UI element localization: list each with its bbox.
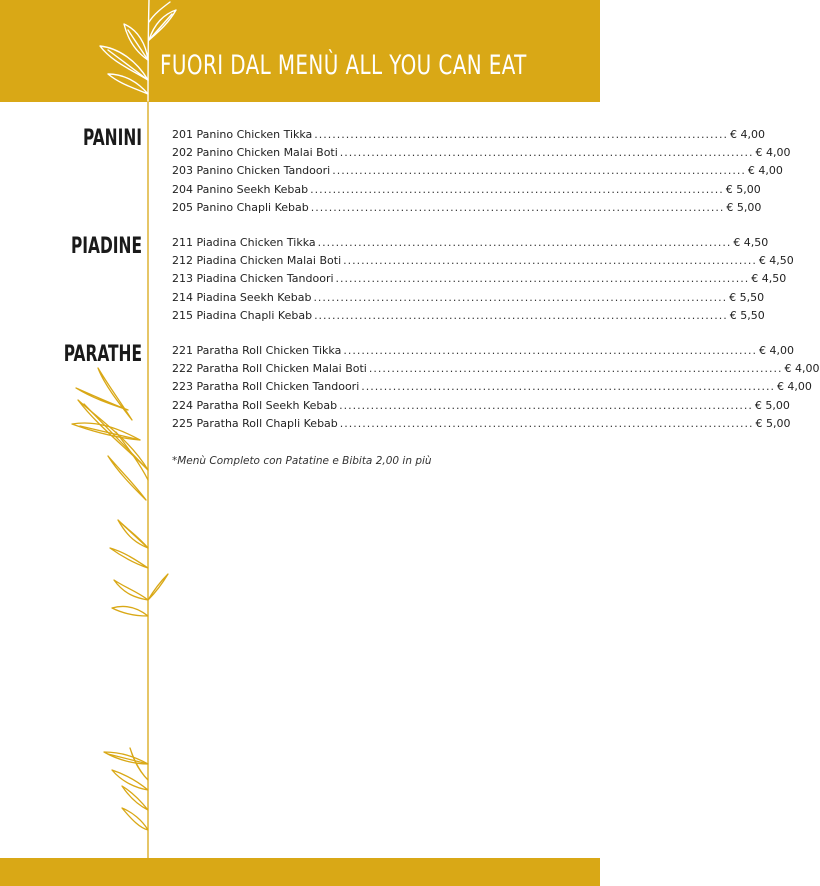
dot-leader: ............................................................................................ xyxy=(368,362,783,376)
menu-item xyxy=(172,397,790,415)
section-heading-panini: PANINI xyxy=(82,126,142,151)
item-label: 225 Paratha Roll Chapli Kebab xyxy=(172,416,338,430)
menu-item xyxy=(172,289,765,307)
item-label: 202 Panino Chicken Malai Boti xyxy=(172,146,338,160)
dot-leader: ............................................................................................ xyxy=(343,254,757,268)
menu-item xyxy=(172,162,783,180)
item-label: 212 Piadina Chicken Malai Boti xyxy=(172,254,342,268)
item-label: 222 Paratha Roll Chicken Malai Boti xyxy=(172,362,367,376)
item-price: € 4,00 xyxy=(759,344,795,357)
section-heading-parathe: PARATHE xyxy=(63,342,142,367)
item-price: € 4,50 xyxy=(733,236,769,249)
dot-leader: ............................................................................................ xyxy=(313,290,728,304)
dot-leader: ............................................................................................ xyxy=(332,164,746,178)
item-label: 201 Panino Chicken Tikka xyxy=(172,128,313,141)
item-price: € 5,00 xyxy=(725,182,761,196)
item-label: 204 Panino Seekh Kebab xyxy=(172,182,309,196)
item-price: € 4,50 xyxy=(758,254,794,268)
menu-item xyxy=(172,234,769,252)
item-label: 213 Piadina Chicken Tandoori xyxy=(172,272,334,286)
menu-item xyxy=(172,199,762,217)
item-price: € 4,00 xyxy=(755,146,791,160)
item-label: 214 Piadina Seekh Kebab xyxy=(172,290,312,304)
dot-leader: ............................................................................................ xyxy=(343,344,758,357)
menu-item xyxy=(172,144,791,162)
dot-leader: ............................................................................................ xyxy=(335,272,750,286)
dot-leader: ............................................................................................ xyxy=(339,398,753,412)
menu-item xyxy=(172,360,820,378)
item-price: € 5,00 xyxy=(726,200,762,214)
item-label: 221 Paratha Roll Chicken Tikka xyxy=(172,344,342,357)
item-price: € 5,50 xyxy=(729,308,765,322)
menu-item xyxy=(172,252,794,270)
item-price: € 5,50 xyxy=(729,290,765,304)
item-label: 205 Panino Chapli Kebab xyxy=(172,200,309,214)
menu-item xyxy=(172,270,787,288)
dot-leader: ............................................................................................ xyxy=(339,416,754,430)
item-label: 223 Paratha Roll Chicken Tandoori xyxy=(172,380,360,394)
dot-leader: ............................................................................................ xyxy=(339,146,754,160)
menu-item xyxy=(172,342,795,360)
item-price: € 4,00 xyxy=(776,380,812,394)
menu-item xyxy=(172,307,765,325)
dot-leader: ............................................................................................ xyxy=(310,200,725,214)
item-price: € 5,00 xyxy=(755,416,791,430)
item-price: € 4,00 xyxy=(729,128,765,141)
menu-item xyxy=(172,181,761,199)
footnote: *Menù Completo con Patatine e Bibita 2,00 in più xyxy=(172,455,432,467)
dot-leader: ............................................................................................ xyxy=(361,380,775,394)
item-label: 211 Piadina Chicken Tikka xyxy=(172,236,316,249)
section-items-panini xyxy=(172,126,791,217)
item-price: € 4,00 xyxy=(747,164,783,178)
dot-leader: ............................................................................................ xyxy=(310,182,724,196)
section-items-parathe xyxy=(172,342,820,433)
item-label: 203 Panino Chicken Tandoori xyxy=(172,164,331,178)
page-title: FUORI DAL MENÙ ALL YOU CAN EAT xyxy=(160,50,527,81)
item-price: € 4,50 xyxy=(751,272,787,286)
dot-leader: ............................................................................................ xyxy=(317,236,732,249)
section-heading-piadine: PIADINE xyxy=(70,234,142,259)
item-label: 224 Paratha Roll Seekh Kebab xyxy=(172,398,338,412)
dot-leader: ............................................................................................ xyxy=(314,128,728,141)
dot-leader: ............................................................................................ xyxy=(314,308,728,322)
menu-item xyxy=(172,415,791,433)
menu-item xyxy=(172,126,765,144)
menu-item xyxy=(172,378,812,396)
item-price: € 4,00 xyxy=(784,362,820,376)
section-items-piadine xyxy=(172,234,794,325)
item-label: 215 Piadina Chapli Kebab xyxy=(172,308,313,322)
item-price: € 5,00 xyxy=(754,398,790,412)
